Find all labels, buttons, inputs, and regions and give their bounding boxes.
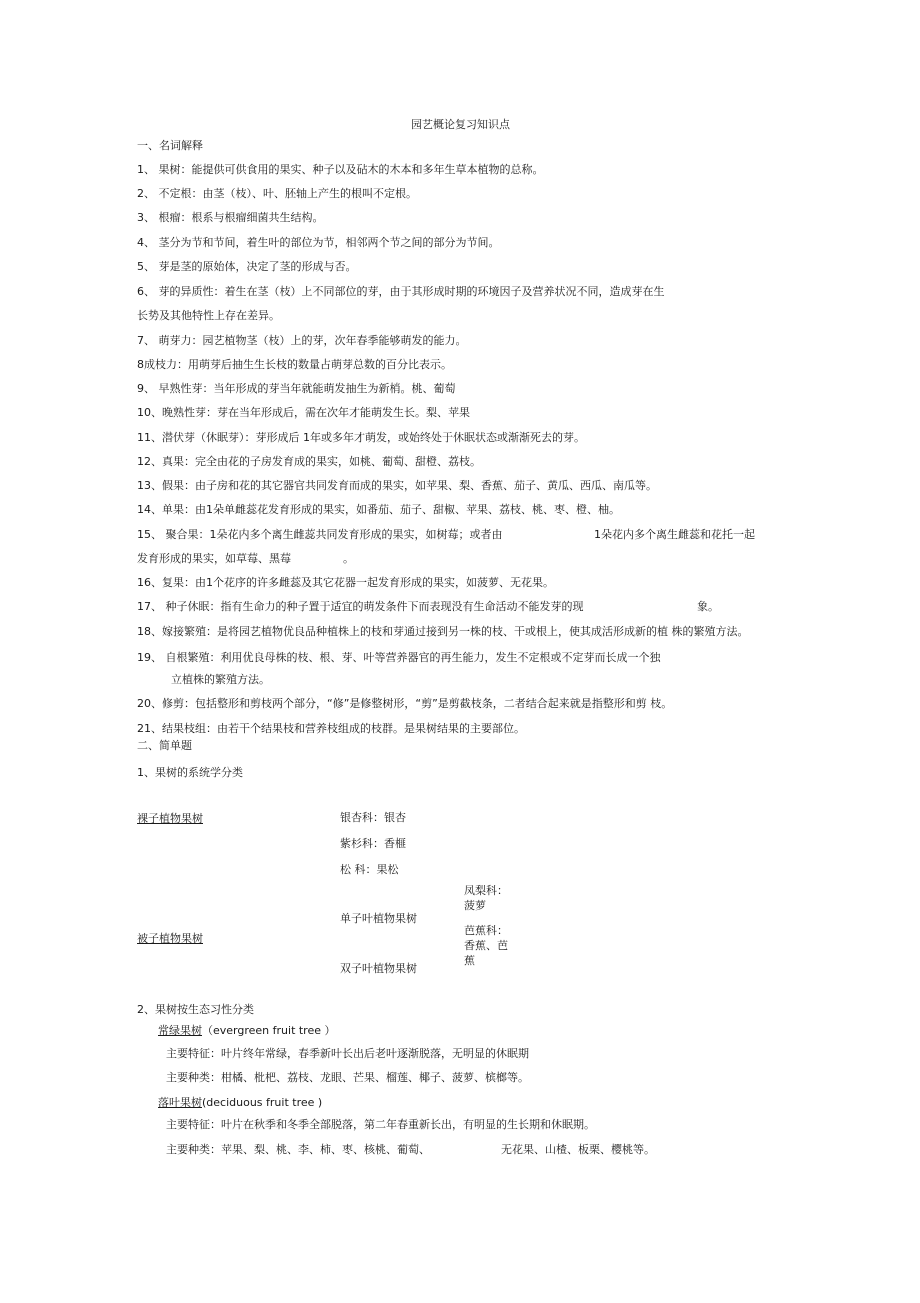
definition-item: 18、嫁接繁殖：是将园艺植物优良品种植株上的枝和芽通过接到另一株的枝、干或根上，使其成活形成新的植 株的繁殖方法。 <box>137 625 749 638</box>
definition-item: 19、 自根繁殖：利用优良母株的枝、根、芽、叶等营养器官的再生能力，发生不定根或不定芽而长成一个独 <box>137 651 661 664</box>
deciduous-heading <box>158 1096 322 1110</box>
deciduous-species: 主要种类：苹果、梨、桃、李、柿、枣、核桃、葡萄、 <box>166 1143 430 1156</box>
definition-item-part: 。 <box>343 552 354 565</box>
family-pinus: 松 科：果松 <box>340 863 399 876</box>
evergreen-heading <box>158 1024 336 1038</box>
family-taxus: 紫杉科：香榧 <box>340 837 406 850</box>
deciduous-title: 落叶果树 <box>158 1096 202 1109</box>
definition-item: 20、修剪：包括整形和剪枝两个部分，“修”是修整树形，“剪”是剪截枝条，二者结合起来就是指整形和剪 枝。 <box>137 697 673 710</box>
definition-item: 10、晚熟性芽：芽在当年形成后，需在次年才能萌发生长。梨、苹果 <box>137 406 470 419</box>
definition-item: 1、 果树：能提供可供食用的果实、种子以及砧木的木本和多年生草本植物的总称。 <box>137 163 544 176</box>
family-ginkgo: 银杏科：银杏 <box>340 811 406 824</box>
evergreen-species: 主要种类：柑橘、枇杷、荔枝、龙眼、芒果、榴莲、椰子、菠萝、槟榔等。 <box>166 1071 529 1084</box>
definition-item: 15、 聚合果：1朵花内多个离生雌蕊共同发育形成的果实，如树莓；或者由 <box>137 528 503 541</box>
definition-item: 7、 萌芽力：园艺植物茎（枝）上的芽，次年春季能够萌发的能力。 <box>137 334 467 347</box>
definition-item: 6、 芽的异质性：着生在茎（枝）上不同部位的芽，由于其形成时期的环境因子及营养状况不同，造成芽在生 <box>137 285 665 298</box>
definition-item: 3、 根瘤：根系与根瘤细菌共生结构。 <box>137 211 324 224</box>
family-musaceae-example: 香蕉、芭 <box>464 939 508 952</box>
deciduous-english: (deciduous fruit tree ) <box>202 1096 323 1109</box>
definition-item-part: 象。 <box>697 600 719 613</box>
angiosperm-fruit-trees: 被子植物果树 <box>137 932 203 945</box>
deciduous-feature: 主要特征：叶片在秋季和冬季全部脱落，第二年春重新长出，有明显的生长期和休眠期。 <box>166 1118 595 1131</box>
definition-item-continuation: 立植株的繁殖方法。 <box>171 673 270 686</box>
definition-item: 13、假果：由子房和花的其它器官共同发育而成的果实，如苹果、梨、香蕉、茄子、黄瓜、西瓜、南瓜等。 <box>137 479 657 492</box>
evergreen-english: （evergreen fruit tree ） <box>202 1024 336 1037</box>
question-1-heading: 1、果树的系统学分类 <box>137 766 243 779</box>
definition-item: 21、结果枝组：由若干个结果枝和营养枝组成的枝群。是果树结果的主要部位。 <box>137 722 525 735</box>
section-2-heading: 二、简单题 <box>137 739 192 752</box>
evergreen-title: 常绿果树 <box>158 1024 202 1037</box>
definition-item-continuation: 长势及其他特性上存在差异。 <box>137 309 280 322</box>
definition-item: 5、 芽是茎的原始体，决定了茎的形成与否。 <box>137 260 357 273</box>
monocot-fruit-trees: 单子叶植物果树 <box>340 912 417 925</box>
definition-item: 8成枝力：用萌芽后抽生生长枝的数量占萌芽总数的百分比表示。 <box>137 358 452 371</box>
question-2-heading: 2、果树按生态习性分类 <box>137 1003 254 1016</box>
dicot-fruit-trees-clip <box>340 958 417 975</box>
definition-item-part: 1朵花内多个离生雌蕊和花托一起 <box>594 528 755 541</box>
definition-item: 2、 不定根：由茎（枝）、叶、胚轴上产生的根叫不定根。 <box>137 187 417 200</box>
deciduous-species-part: 无花果、山楂、板栗、樱桃等。 <box>501 1143 655 1156</box>
definition-item: 17、 种子休眠：指有生命力的种子置于适宜的萌发条件下而表现没有生命活动不能发芽的现 <box>137 600 584 613</box>
section-1-heading: 一、名词解释 <box>137 139 203 152</box>
document-title: 园艺概论复习知识点 <box>411 118 510 131</box>
definition-item: 16、复果：由1个花序的许多雌蕊及其它花器一起发育形成的果实，如菠萝、无花果。 <box>137 576 554 589</box>
family-bromeliaceae: 凤梨科： <box>464 884 508 897</box>
definition-item-continuation: 发育形成的果实，如草莓、黑莓 <box>137 552 291 565</box>
definition-item: 9、 早熟性芽：当年形成的芽当年就能萌发抽生为新梢。桃、葡萄 <box>137 382 456 395</box>
family-bromeliaceae-example: 菠萝 <box>464 899 486 912</box>
family-musaceae: 芭蕉科： <box>464 924 508 937</box>
definition-item: 14、单果：由1朵单雌蕊花发育形成的果实，如番茄、茄子、甜椒、苹果、荔枝、桃、枣、橙、柚。 <box>137 503 620 516</box>
definition-item: 12、真果：完全由花的子房发育成的果实，如桃、葡萄、甜橙、荔枝。 <box>137 455 481 468</box>
dicot-fruit-trees: 双子叶植物果树 <box>340 962 417 975</box>
gymnosperm-fruit-trees: 裸子植物果树 <box>137 812 203 825</box>
evergreen-feature: 主要特征：叶片终年常绿，春季新叶长出后老叶逐渐脱落，无明显的休眠期 <box>166 1047 529 1060</box>
definition-item: 4、 茎分为节和节间，着生叶的部位为节，相邻两个节之间的部分为节间。 <box>137 236 500 249</box>
family-musaceae-example-cont: 蕉 <box>464 954 475 967</box>
definition-item: 11、潜伏芽（休眠芽）：芽形成后 1年或多年才萌发，或始终处于休眠状态或渐渐死去的芽。 <box>137 431 585 444</box>
